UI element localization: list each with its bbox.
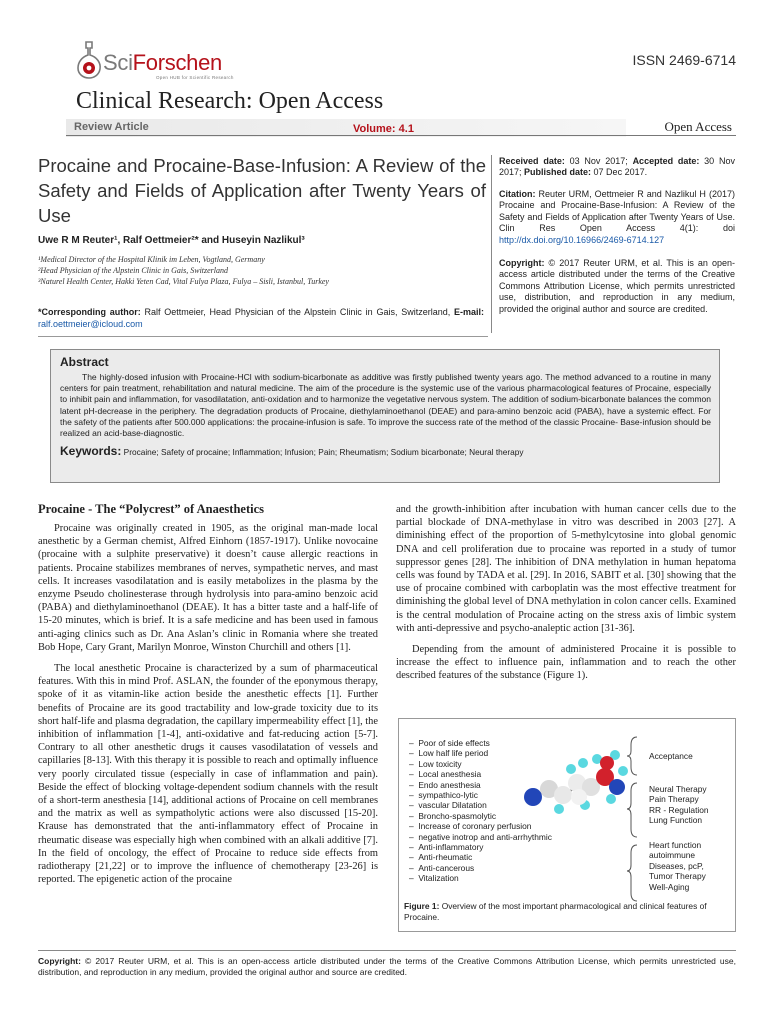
published-label: Published date: — [524, 167, 592, 178]
logo-tagline: Open HUB for Scientific Research — [156, 75, 234, 80]
section-heading: Procaine - The “Polycrest” of Anaesthetics — [38, 502, 265, 516]
title-block-rule — [38, 336, 488, 337]
list-item: – vascular Dilatation — [409, 800, 487, 811]
list-item: – Endo anesthesia — [409, 779, 481, 790]
footer-copyright — [38, 956, 736, 978]
logo-forschen: Forschen — [132, 50, 222, 75]
group-clinical: Heart function autoimmune Diseases, pcP, Tumor Therapy Well-Aging — [649, 840, 706, 892]
figure-1 — [398, 718, 736, 932]
volume — [353, 123, 414, 135]
corresponding-text: Ralf Oettmeier, Head Physician of the Alpstein Clinic in Gais, Switzerland, — [140, 307, 454, 317]
paragraph: Depending from the amount of administered Procaine it is possible to increase the effect to influence pain, inflammation and to reach the other described features of the substance (Figure 1). — [396, 644, 736, 682]
affiliations — [38, 254, 488, 287]
affiliation-3: ³Naturel Health Center, Hakki Yeten Cad, Vital Fulya Plaza, Fulya – Sisli, Istanbul, Turkey — [38, 277, 329, 286]
abstract-text: The highly-dosed infusion with Procaine-HCl with sodium-bicarbonate as additive was firstly published twenty years ago. The method advanced to a routine in many centers for pain treatment, rehabilitation and natural medicine. The aim of the procedure is the systemic use of the various pharmacological features of Procaine, especially to inhibit pain and inflammation, for vasodilatation, anti-oxidation and to harmonize the vegetative nervous system. The addition of sodium-bicarbonate balances the common latent pH-decrease in the periphery. The degradation products of Procaine, diethylaminoethanol (DEAE) and para-amino benzoic acid (PABA), have a systemic effect. For the safety of the patients after 500.000 applications: the procaine-infusion is safe. To improve the success rate of the method of the classic Procaine- Base-infusion should be realized an acid-base-diagnostic. — [60, 372, 711, 439]
caption-label: Figure 1: — [404, 901, 440, 911]
paragraph: The local anesthetic Procaine is characterized by a sum of pharmaceutical features. With this in mind Prof. ASLAN, the founder of the eponymous therapy, spoke of it as vitamin-like action beside the anesthetic effects [1]. Further benefits of Procaine are its good tractability and low-grade toxicity due to its short half-life and plasma degradation, the capillary impermeability effect [1], the inhibition of inflammation [1-4], anti-oxidative and fat-reducing action [5-7]. Contrary to all other anesthetic drugs it causes vasodilatation of vessels and capillaries [8-13]. With this therapy it is possible to reach and optimally influence very poorly circulated tissue (especially in case of inflammation and pain). Beside the effect of blocking voltage-dependent sodium channels with the result of a short-term anesthesia [14], additional actions of Procaine on cell membranes and the matrix as well as sympatholytic actions were also discussed [15-20]. Krause has demonstrated that the anti-inflammatory effect of Procaine in rheumatic disease was especially high when combined with an alkali additive [7]. In the field of oncology, the effect of Procaine to reduce side effects from radiotherapy [21,22] or to improve the influence of chemotherapy [23-26] is reported. The epigenetic action of the procaine — [38, 663, 378, 886]
list-item: – Anti-rheumatic — [409, 852, 473, 863]
accepted-label: Accepted date: — [632, 156, 700, 166]
paragraph: and the growth-inhibition after incubation with human cancer cells due to the partial blockade of DNA-methylase in vitro was described in 2003 [27]. A diminishing effect of the proportion of 5-methylcytosine into global genomic DNA and cell proliferation due to procaine was reported in a study of tumor suppressor genes [28]. The inhibition of DNA methylation in human hepatoma cells was found by TADA et al. [29]. In 2016, SABIT et al. [30] showing that the use of procaine combined with carboplatin was the most effective treatment for diminishing the global level of DNA methylation in colon cancer cells. Examined is the central modulation of Procaine acting on the stress axis of limbic system with anti-depressive and psycho-analeptic action [31-36]. — [396, 504, 736, 634]
volume-label: Volume: — [353, 123, 396, 135]
list-item: – Increase of coronary perfusion — [409, 821, 532, 832]
journal-title: Clinical Research: Open Access — [76, 88, 384, 114]
list-item: – Poor of side effects — [409, 738, 490, 748]
keywords — [60, 444, 711, 458]
issn: ISSN 2469-6714 — [632, 52, 736, 68]
citation — [499, 189, 735, 246]
grouping-braces — [623, 733, 643, 903]
article-dates — [499, 156, 735, 179]
doi-link[interactable]: http://dx.doi.org/10.16966/2469-6714.127 — [499, 234, 665, 245]
logo-flask-icon — [76, 40, 102, 80]
corresponding-label: *Corresponding author: — [38, 307, 141, 317]
open-access-label: Open Access — [664, 119, 732, 134]
list-item: – negative inotrop and anti-arrhythmic — [409, 831, 552, 842]
logo-sci: Sci — [103, 50, 133, 75]
keywords-label: Keywords: — [60, 444, 122, 459]
list-item: – Vitalization — [409, 873, 459, 884]
list-item: – Anti-inflammatory — [409, 842, 484, 853]
copyright-notice — [499, 258, 735, 315]
copyright-label: Copyright: — [499, 258, 545, 268]
article-type: Review Article — [74, 121, 149, 133]
received-date: 03 Nov 2017; — [564, 156, 633, 166]
corresponding-author — [38, 306, 484, 330]
list-item: – Low half life period — [409, 748, 489, 759]
list-item: – Low toxicity — [409, 758, 462, 769]
article-title: Procaine and Procaine-Base-Infusion: A Review of the Safety and Fields of Application after Twenty Years of Use — [38, 155, 486, 226]
left-column — [38, 522, 378, 894]
logo-wordmark — [103, 50, 222, 76]
accepted-date: 30 Nov 2017; — [499, 156, 735, 178]
copyright-text: © 2017 Reuter URM, et al. This is an open-access article distributed under the terms of the Creative Commons Attribution License, which permits unrestricted use, distribution, and reproduction in any medium, provided the original author and source are credited. — [499, 258, 735, 314]
list-item: – Broncho-spasmolytic — [409, 810, 497, 821]
column-divider — [491, 155, 492, 333]
paragraph: Procaine was originally created in 1905, as the original man-made local anesthetic by a German chemist, Alfred Einhorn (1857-1917). Unlike novocaine (procaine with a sulphite preservative) it doesn’t cause allergic reactions in patients. Procaine stabilizes membranes of nerves, sympathetic nerves, and mast cells. It increases vasodilatation and is easily metabolizes in the plasma by the enzyme Pseudo cholinesterase through hydrolysis into para-amino benzoic acid (PABA) and diethylaminoethanol (DEAE). It has a bitter taste and a half-life of 15-20 minutes, which is brief. It is a safe medicine and has been used in famous anti-aging clinics such as Dr. Ana Aslan’s clinic in Romania where she treated Bob Hope, Cary Grant, Marilyn Monroe, Winston Churchill and others [1]. — [38, 523, 378, 653]
procaine-molecule-image — [519, 739, 637, 819]
received-label: Received date: — [499, 156, 565, 166]
authors: Uwe R M Reuter¹, Ralf Oettmeier²* and Huseyin Nazlikul³ — [38, 235, 305, 246]
email-label: E-mail: — [454, 307, 485, 317]
affiliation-1: ¹Medical Director of the Hospital Klinik im Leben, Vogtland, Germany — [38, 255, 265, 264]
publisher-logo — [76, 38, 266, 82]
list-item: – Local anesthesia — [409, 769, 482, 780]
group-acceptance: Acceptance — [649, 751, 693, 761]
keywords-text: Procaine; Safety of procaine; Inflammation; Infusion; Pain; Rheumatism; Sodium bicarbonate; Neural therapy — [121, 447, 524, 458]
caption-text: Overview of the most important pharmacological and clinical features of Procaine. — [404, 901, 707, 922]
figure-caption — [404, 901, 732, 923]
abstract-box — [50, 349, 720, 483]
header-band — [66, 119, 736, 137]
volume-value: 4.1 — [398, 123, 414, 135]
list-item: – Anti-cancerous — [409, 862, 475, 873]
group-therapy: Neural Therapy Pain Therapy RR - Regulation Lung Function — [649, 784, 709, 826]
citation-text: Reuter URM, Oettmeier R and Nazlikul H (2017) Procaine and Procaine-Base-Infusion: A Review of the Safety and Fields of Application after Twenty Years of Use. Clin Res Open Access 4(1): doi — [499, 189, 735, 234]
email-link[interactable]: ralf.oettmeier@icloud.com — [38, 319, 143, 329]
citation-label: Citation: — [499, 189, 536, 199]
footer-label: Copyright: — [38, 956, 81, 966]
right-column — [396, 503, 736, 691]
footer-rule — [38, 950, 736, 951]
affiliation-2: ²Head Physician of the Alpstein Clinic in Gais, Switzerland — [38, 266, 229, 275]
abstract-heading: Abstract — [60, 355, 109, 369]
published-date: 07 Dec 2017. — [591, 167, 648, 178]
footer-text: © 2017 Reuter URM, et al. This is an open-access article distributed under the terms of the Creative Commons Attribution License, which permits unrestricted use, distribution, and reproduction in any medium, provided the original author and source are credited. — [38, 956, 736, 978]
list-item: – sympathico-lytic — [409, 790, 478, 801]
